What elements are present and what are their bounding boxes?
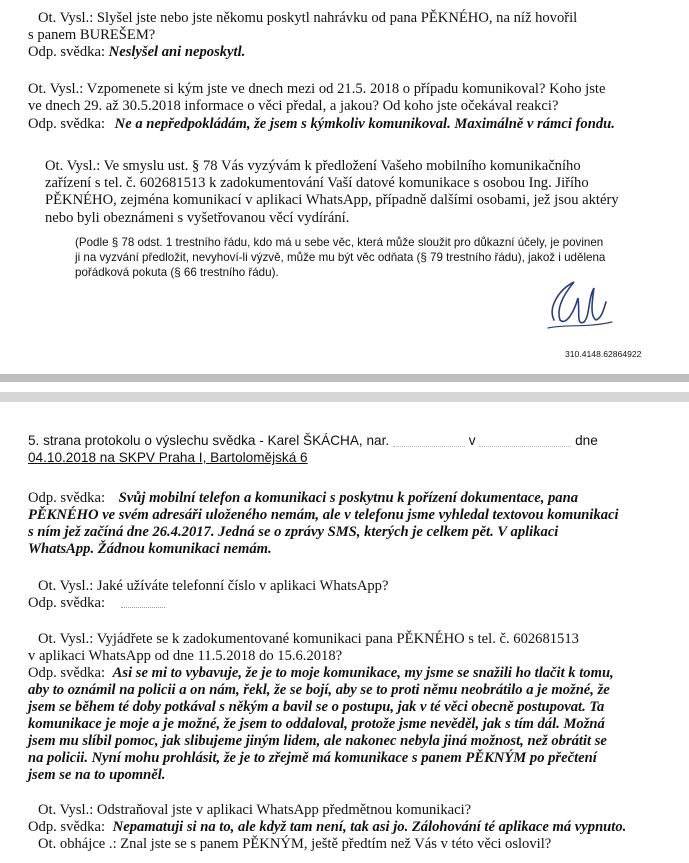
signature-stroke-main <box>552 282 606 323</box>
answer-whatsapp-line6: na policii. Nyní mohu prohlásit, že je to zřejmě má komunikace s panem PĚKNÝM po přečtení <box>28 750 597 766</box>
question-deletion: Ot. Vysl.: Odstraňoval jste v aplikaci WhatsApp předmětnou komunikaci? <box>38 802 472 818</box>
question-device-line3: PĚKNÉHO, zejména komunikací v aplikaci WhatsApp, případně dalšími osobami, jež jsou aktéry <box>45 192 619 208</box>
answer-text: Asi se mi to vybavuje, že je to moje komunikace, my jsme se snažili ho tlačit k tomu, <box>112 665 614 681</box>
question-whatsapp-line2: v aplikaci WhatsApp od dne 11.5.2018 do 15.6.2018? <box>28 648 343 664</box>
legal-note-line1: (Podle § 78 odst. 1 trestního řádu, kdo má u sebe věc, která může sloužit pro důkazní účely, je povinen <box>75 236 604 249</box>
answer-label: Odp. svědka: <box>28 595 106 611</box>
question-whatsapp-line1: Ot. Vysl.: Vyjádřete se k zadokumentované komunikaci pana PĚKNÉHO s tel. č. 602681513 <box>38 631 579 647</box>
redacted-birth-date <box>393 436 465 447</box>
answer-text: Neslyšel ani neposkytl. <box>108 44 246 60</box>
page-separator <box>0 374 689 402</box>
answer-whatsapp-line2: aby to oznámil na policii a on nám, řekl, že se bojí, aby se to proti němu neobrátilo a je možné, že <box>28 682 610 698</box>
legal-note-line2: ji na vyzvání předložit, nevyhoví-li výzvě, může mu být věc odňata (§ 79 trestního řádu), jakož i udělena <box>75 251 606 264</box>
page-header-line2: 04.10.2018 na SKPV Praha I, Bartolomějská 6 <box>28 450 308 465</box>
answer-label: Odp. svědka: <box>28 819 106 835</box>
redacted-birthplace <box>479 436 571 447</box>
question-recording-line1: Ot. Vysl.: Slyšel jste nebo jste někomu poskytl nahrávku od pana PĚKNÉHO, na níž hovořil <box>38 10 578 26</box>
answer-recording <box>28 44 245 61</box>
protocol-page-5-fragment <box>0 402 689 863</box>
reference-number: 310.4148.62864922 <box>565 349 642 359</box>
signature-image <box>540 268 620 338</box>
answer-deletion <box>28 819 626 836</box>
answer-device-line4: WhatsApp. Žádnou komunikaci nemám. <box>28 541 272 557</box>
answer-whatsapp-line7: jsem se na to upomněl. <box>28 767 166 783</box>
answer-text: Nepamatuji si na to, ale když tam není, tak asi jo. Zálohování té aplikace má vypnuto. <box>112 819 627 835</box>
question-device-line1: Ot. Vysl.: Ve smyslu ust. § 78 Vás vyzývám k předložení Vašeho mobilního komunikačního <box>45 158 581 174</box>
answer-device-line1 <box>28 490 578 507</box>
answer-whatsapp-line4: komunikace je moje a je možné, že jsem to oddaloval, protože jsme nevěděl, jak s tím dál. Možná <box>28 716 605 732</box>
page-header-line1 <box>28 432 598 449</box>
question-device-line2: zařízení s tel. č. 602681513 k zadokumentování Vaší datové komunikace s osobou Ing. Jiřího <box>45 175 589 191</box>
answer-whatsapp-line5: jsem mu slíbil pomoc, jak slibujeme jiným lidem, ale nakonec nebyla jiná možnost, než obrátit se <box>28 733 607 749</box>
question-communication-line2: ve dnech 29. až 30.5.2018 informace o věci předal, a jakou? Od koho jste očekával reakci? <box>28 98 559 114</box>
answer-label: Odp. svědka: <box>28 490 106 506</box>
legal-note-line3: pořádková pokuta (§ 66 trestního řádu). <box>75 266 279 279</box>
answer-text: Ne a nepředpokládám, že jsem s kýmkoliv komunikoval. Maximálně v rámci fondu. <box>114 116 615 132</box>
answer-label: Odp. svědka: <box>28 44 106 60</box>
question-device-line4: nebo byli obeznámeni s vyšetřovanou věcí vydírání. <box>45 210 350 226</box>
question-communication-line1: Ot. Vysl.: Vzpomenete si kým jste ve dnech mezi od 21.5. 2018 o případu komunikoval? Koho jste <box>28 81 606 97</box>
answer-label: Odp. svědka: <box>28 665 106 681</box>
answer-communication <box>28 116 615 133</box>
answer-text: Svůj mobilní telefon a komunikaci s poskytnu k pořízení dokumentace, pana <box>118 490 579 506</box>
question-defense: Ot. obhájce .: Znal jste se s panem PĚKNÝM, ještě předtím než Vás v této věci oslovil? <box>38 836 552 852</box>
question-recording-line2: s panem BUREŠEM? <box>28 27 156 43</box>
question-phone-number: Ot. Vysl.: Jaké užíváte telefonní číslo v aplikaci WhatsApp? <box>38 578 389 594</box>
answer-device-line2: PĚKNÉHO ve svém adresáři uloženého nemám, ale v telefonu jsme vyhledal textovou komunikaci <box>28 507 619 523</box>
answer-phone-number <box>28 595 165 612</box>
redacted-phone-number <box>121 599 165 608</box>
protocol-page-4-fragment <box>0 0 689 374</box>
page-header-in: v <box>468 433 476 448</box>
answer-device-line3: s ním jež začíná dne 26.4.2017. Jedná se o zprávy SMS, kterých je celkem pět. V aplikaci <box>28 524 559 540</box>
answer-label: Odp. svědka: <box>28 116 106 132</box>
answer-whatsapp-line3: jsem se během té doby potkával s někým a bavil se o postupu, jak v té věci obecně postupovat. Ta <box>28 699 605 715</box>
page-header-text: 5. strana protokolu o výslechu svědka - Karel ŠKÁCHA, nar. <box>28 433 390 448</box>
page-header-date-word: dne <box>575 433 598 448</box>
answer-whatsapp-line1 <box>28 665 614 682</box>
